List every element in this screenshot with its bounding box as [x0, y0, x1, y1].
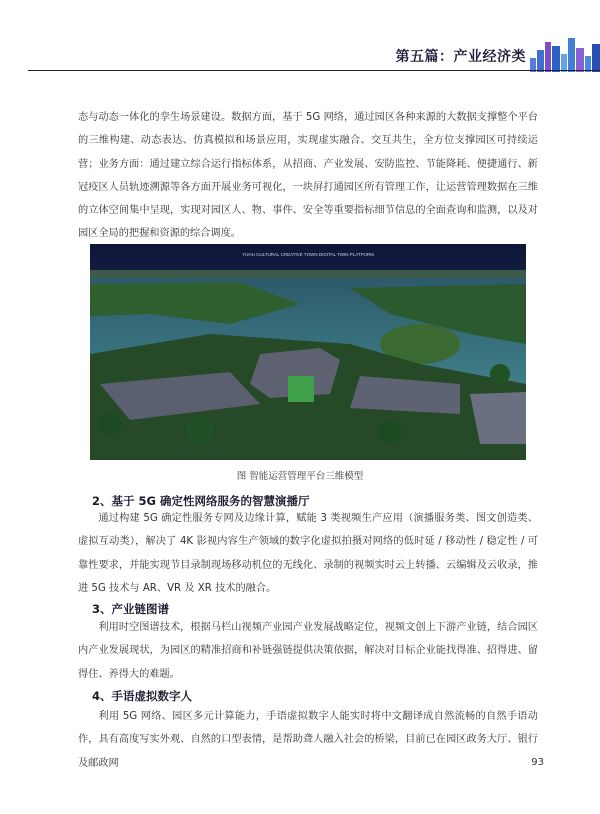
section-heading-2: 2、基于 5G 确定性网络服务的智慧演播厅 — [92, 494, 310, 508]
intro-paragraph: 态与动态一体化的孪生场景建设。数据方面，基于 5G 网络，通过园区各种来源的大数据支撑整个平台的三维构建、动态表达、仿真模拟和场景应用，实现虚实融合、交互共生，全方位支撑园区可持续运营；业务方面：通过建立综合运行指标体系，从招商、产业发展、安防监控、节能降耗、便捷通行、新冠疫区人员轨迹溯源等各方面开展业务可视化，一块屏打通园区所有管理工作，让运营管理数据在三维的立体空间集中呈现，实现对园区人、物、事件、安全等重要指标细节信息的全面查询和监测，以及对园区全局的把握和资源的综合调度。 — [78, 112, 538, 240]
digital-twin-render — [90, 244, 526, 460]
page-number: 93 — [531, 757, 544, 768]
section-3-body-block — [78, 616, 538, 686]
city-skyline-logo — [528, 36, 600, 72]
page-header — [0, 0, 600, 78]
chapter-title: 第五篇：产业经济类 — [395, 49, 526, 65]
header-rule — [28, 70, 600, 71]
section-2-body: 通过构建 5G 确定性服务专网及边缘计算，赋能 3 类视频生产应用（演播服务类、图文创造类、虚拟互动类），解决了 4K 影视内容生产领域的数字化虚拟拍摄对网络的低时延 / 移动性 / 稳定性 / 可靠性要求，并能实现节目录制现场移动机位的无线化、录制的视频实时云上转播、云编辑及云收录，推进 5G 技术与 AR、VR 及 XR 技术的融合。 — [78, 513, 538, 594]
section-heading-4: 4、手语虚拟数字人 — [92, 689, 193, 703]
figure-overlay-text: YUHU CULTURAL CREATIVE TOWN DIGITAL TWIN PLATFORM — [242, 252, 374, 257]
intro-paragraph-block — [78, 106, 538, 246]
figure-caption: 图 智能运营管理平台三维模型 — [236, 471, 364, 482]
platform-3d-model-image — [90, 244, 526, 460]
section-2-body-block — [78, 507, 538, 600]
section-3-body: 利用时空图谱技术，根据马栏山视频产业园产业发展战略定位，视频文创上下游产业链，结合园区内产业发展现状，为园区的精准招商和补链强链提供决策依据，解决对目标企业能找得准、招得进、留得住、养得大的难题。 — [78, 622, 538, 680]
section-4-body: 利用 5G 网络、园区多元计算能力，手语虚拟数字人能实时将中文翻译成自然流畅的自然手语动作，具有高度写实外观、自然的口型表情，是帮助聋人融入社会的桥梁，目前已在园区政务大厅、银行及邮政网 — [78, 711, 538, 769]
section-4-body-block — [78, 705, 538, 775]
section-heading-3: 3、产业链图谱 — [92, 602, 170, 616]
